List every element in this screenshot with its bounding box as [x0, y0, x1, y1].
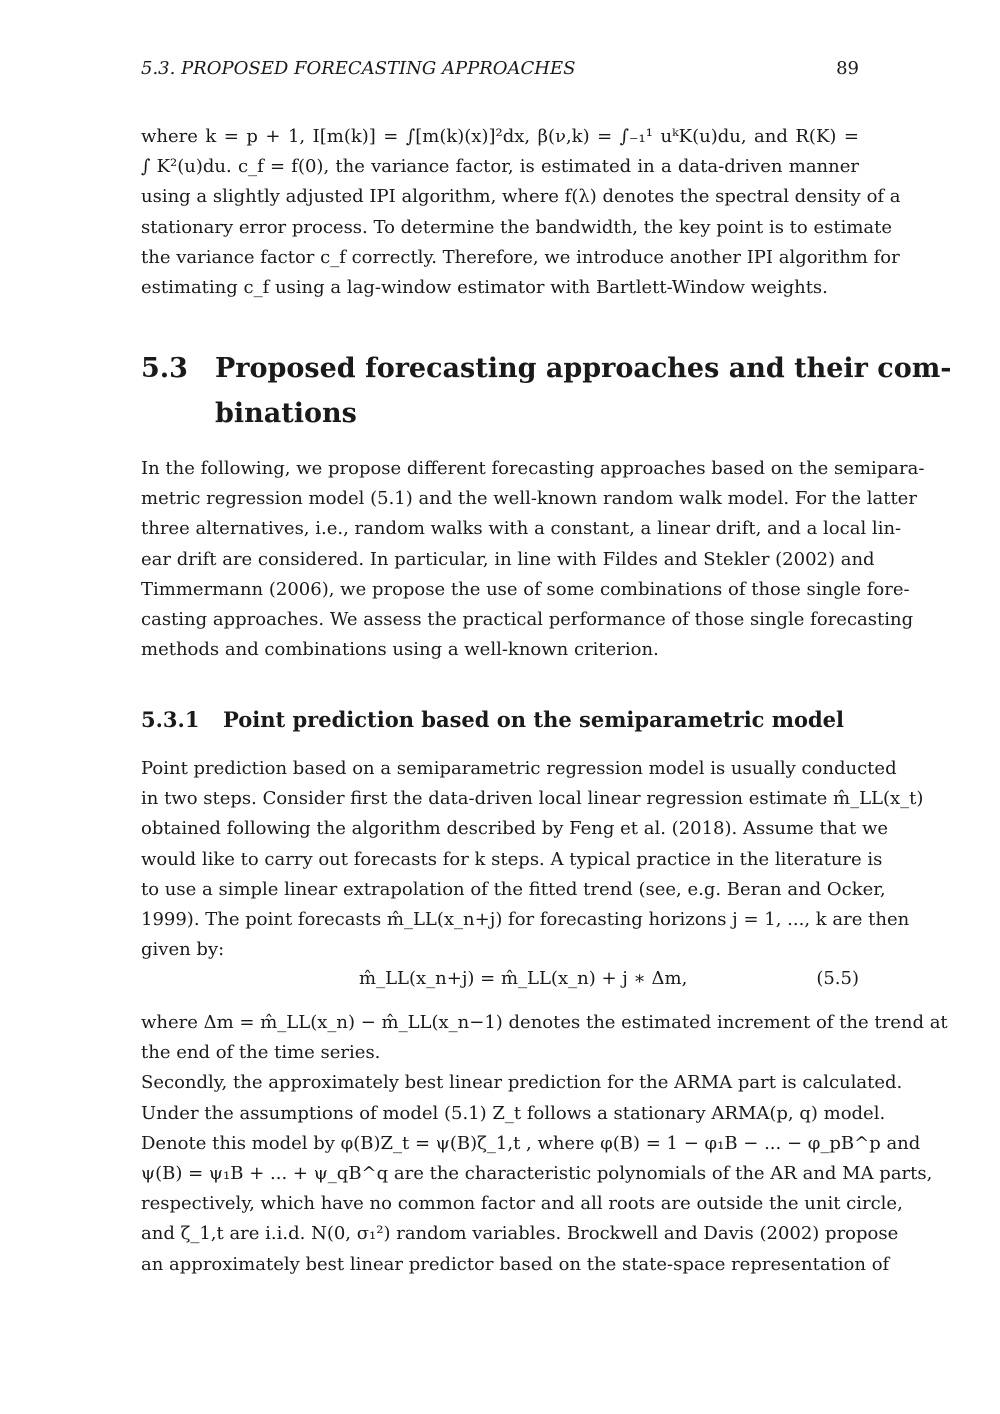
- equation-5-5: [141, 968, 859, 998]
- subsection-heading: [141, 707, 859, 737]
- text-line: Denote this model by φ(B)Z_t = ψ(B)ζ_1,t , where φ(B) = 1 − φ₁B − ... − φ_pB^p and: [141, 1132, 921, 1154]
- text-line: casting approaches. We assess the practical performance of those single forecasting: [141, 609, 914, 631]
- section-paragraph: [141, 454, 925, 665]
- text-line: methods and combinations using a well-known criterion.: [141, 639, 659, 661]
- text-line: obtained following the algorithm described by Feng et al. (2018). Assume that we: [141, 818, 889, 840]
- intro-paragraph: [141, 122, 901, 303]
- equation-label: (5.5): [816, 968, 859, 989]
- text-line: where k = p + 1, I[m(k)] = ∫[m(k)(x)]²dx, β(ν,k) = ∫₋₁¹ uᵏK(u)du, and R(K) =: [141, 126, 859, 147]
- after-equation-paragraph: [141, 1008, 948, 1280]
- text-line: 1999). The point forecasts m̂_LL(x_n+j) for forecasting horizons j = 1, ..., k are then: [141, 909, 910, 931]
- text-line: respectively, which have no common factor and all roots are outside the unit circle,: [141, 1193, 903, 1215]
- text-line: estimating c_f using a lag-window estimator with Bartlett-Window weights.: [141, 277, 828, 299]
- text-line: the variance factor c_f correctly. Therefore, we introduce another IPI algorithm for: [141, 246, 900, 268]
- text-line: metric regression model (5.1) and the well-known random walk model. For the latter: [141, 488, 917, 510]
- text-line: In the following, we propose different forecasting approaches based on the semipara-: [141, 458, 925, 479]
- section-heading: [141, 346, 952, 438]
- text-line: Under the assumptions of model (5.1) Z_t follows a stationary ARMA(p, q) model.: [141, 1102, 886, 1124]
- text-line: an approximately best linear predictor based on the state-space representation of: [141, 1253, 890, 1275]
- text-line: would like to carry out forecasts for k steps. A typical practice in the literature is: [141, 848, 883, 870]
- text-line: Timmermann (2006), we propose the use of some combinations of those single fore-: [141, 578, 910, 600]
- text-line: Secondly, the approximately best linear prediction for the ARMA part is calculated.: [141, 1072, 903, 1094]
- section-title-line: Proposed forecasting approaches and their com-: [215, 353, 952, 384]
- text-line: three alternatives, i.e., random walks with a constant, a linear drift, and a local lin-: [141, 518, 902, 540]
- running-title: 5.3. PROPOSED FORECASTING APPROACHES: [141, 58, 576, 79]
- text-line: and ζ_1,t are i.i.d. N(0, σ₁²) random variables. Brockwell and Davis (2002) propose: [141, 1223, 899, 1245]
- equation-body: m̂_LL(x_n+j) = m̂_LL(x_n) + j ∗ Δm,: [359, 968, 688, 989]
- text-line: ear drift are considered. In particular, in line with Fildes and Stekler (2002) and: [141, 548, 875, 570]
- text-line: where Δm = m̂_LL(x_n) − m̂_LL(x_n−1) denotes the estimated increment of the trend at: [141, 1012, 948, 1033]
- text-line: in two steps. Consider first the data-driven local linear regression estimate m̂_LL(x_t): [141, 788, 924, 810]
- text-line: given by:: [141, 939, 225, 961]
- subsection-paragraph: [141, 754, 924, 965]
- section-title-line: binations: [215, 398, 357, 429]
- text-line: the end of the time series.: [141, 1042, 381, 1064]
- text-line: ψ(B) = ψ₁B + ... + ψ_qB^q are the characteristic polynomials of the AR and MA parts,: [141, 1163, 933, 1185]
- page-number: 89: [836, 58, 859, 79]
- text-line: Point prediction based on a semiparametric regression model is usually conducted: [141, 758, 897, 779]
- subsection-number: 5.3.1: [141, 707, 200, 732]
- section-title: [215, 346, 952, 436]
- running-header: [141, 58, 859, 82]
- text-line: to use a simple linear extrapolation of the fitted trend (see, e.g. Beran and Ocker,: [141, 878, 886, 900]
- section-number: 5.3: [141, 353, 188, 384]
- text-line: ∫ K²(u)du. c_f = f(0), the variance factor, is estimated in a data-driven manner: [141, 156, 859, 178]
- subsection-title: Point prediction based on the semiparametric model: [223, 707, 845, 732]
- text-line: stationary error process. To determine the bandwidth, the key point is to estimate: [141, 216, 893, 238]
- text-line: using a slightly adjusted IPI algorithm, where f(λ) denotes the spectral density of a: [141, 186, 901, 208]
